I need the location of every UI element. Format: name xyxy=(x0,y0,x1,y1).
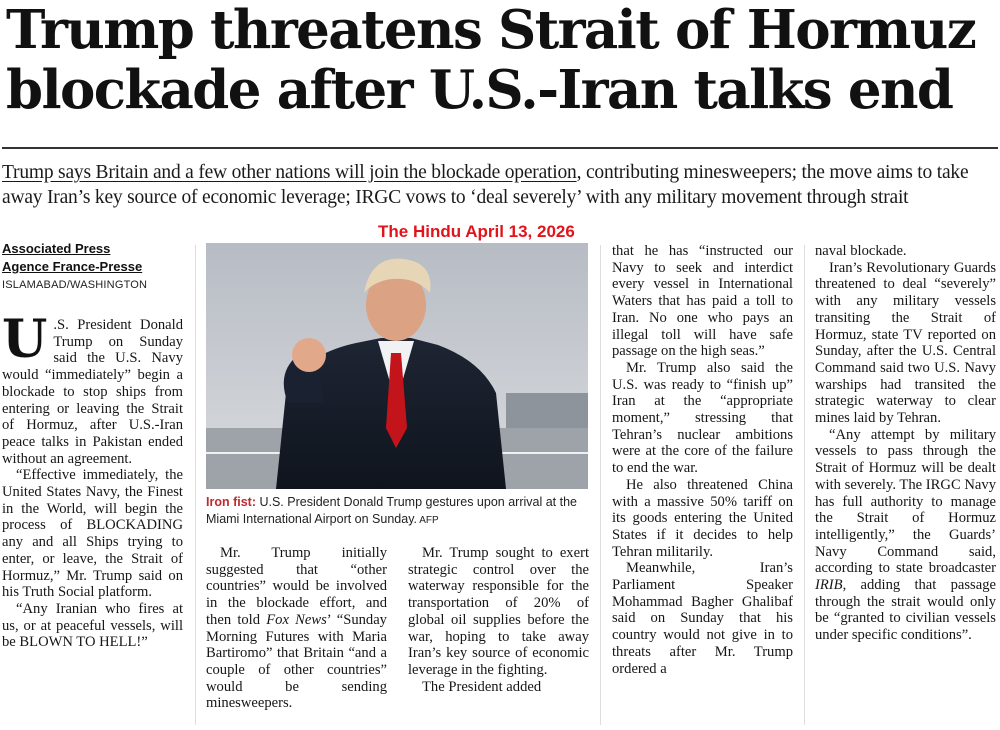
column-divider xyxy=(804,245,805,725)
headline xyxy=(6,0,996,120)
article-column-3 xyxy=(408,545,589,695)
column-divider xyxy=(195,245,196,725)
byline-agency-ap: Associated Press xyxy=(2,241,111,256)
paragraph: that he has “instructed our Navy to seek and interdict every vessel in International Waters that has paid a toll to Iran. No one who pays an illegal toll will have safe passage on the high seas.” xyxy=(612,243,793,360)
paragraph: U .S. President Donald Trump on Sunday said the U.S. Navy would “immediately” begin a blockade to stop ships from entering or leaving the Strait of Hormuz, after U.S.-Iran peace talks in Pakistan ended without an agreement. xyxy=(2,309,183,467)
photo-illustration xyxy=(206,243,588,489)
paragraph: The President added xyxy=(422,678,542,695)
subhead-rest: , contributing minesweepers; the move aims to take away Iran’s key source of economic leverage; IRGC vows to ‘deal severely’ with any military movement through strait xyxy=(2,162,969,208)
paragraph: He also threatened China with a massive 50% tariff on its goods entering the United States if it decides to help Tehran militarily. xyxy=(612,476,793,560)
italic-outlet-name: Fox News xyxy=(266,611,327,628)
paragraph: Mr. Trump sought to exert strategic control over the waterway responsible for the transportation of 20% of global oil supplies before the war, hoping to take away Iran’s key source of economic leverage in the fighting. xyxy=(408,545,589,678)
byline-agency-afp: Agence France-Presse xyxy=(2,259,143,274)
paragraph: Meanwhile, Iran’s Parliament Speaker Mohammad Bagher Ghalibaf said on Sunday that his country would not give in to threats after Mr. Trump ordered a xyxy=(612,560,793,677)
paragraph: “Any attempt by military vessels to pass through the Strait of Hormuz will be dealt with severely. The IRGC Navy has full authority to manage the Strait of Hormuz intelligently,” the Guards’ Navy Command said, according to state broadcaster IRIB, adding that passage through the strait would only be “granted to civilian vessels under specific conditions”. xyxy=(815,426,996,644)
dateline: ISLAMABAD/WASHINGTON xyxy=(2,279,148,291)
news-photo xyxy=(206,243,588,489)
paragraph: “Any Iranian who fires at us, or at peaceful vessels, will be BLOWN TO HELL!” xyxy=(2,600,183,651)
headline-line-1: Trump threatens Strait of Hormuz xyxy=(6,0,976,61)
column-divider xyxy=(600,245,601,725)
paragraph: Mr. Trump also said the U.S. was ready to “finish up” Iran at the “appropriate moment,” stressing that Tehran’s nuclear ambitions were at the core of the failure to end the war. xyxy=(612,359,793,477)
photo-credit: AFP xyxy=(417,515,439,526)
drop-cap: U xyxy=(2,309,48,370)
italic-broadcaster-name: IRIB xyxy=(815,577,843,594)
article-column-2 xyxy=(206,545,387,712)
headline-line-2: blockade after U.S.-Iran talks end xyxy=(6,59,953,121)
article-column-4 xyxy=(612,243,793,677)
paragraph: naval blockade. xyxy=(815,243,907,259)
caption-label: Iron fist: xyxy=(206,495,256,509)
byline xyxy=(2,240,192,293)
paragraph: Iran’s Revolutionary Guards threatened to deal “severely” with any military vessels transiting the Strait of Hormuz, state TV reported on Sunday, after the U.S. Central Command said two U.S. Navy warships had transited the strategic waterway to clear mines laid by Tehran. xyxy=(815,259,996,427)
article-column-5 xyxy=(815,243,996,644)
article-column-1 xyxy=(2,309,183,651)
headline-rule xyxy=(2,147,998,149)
caption-text: U.S. President Donald Trump gestures upon arrival at the Miami International Airport on Sunday. xyxy=(206,495,577,526)
subheadline xyxy=(2,160,996,210)
paragraph: Mr. Trump initially suggested that “other countries” would be involved in the blockade effort, and then told Fox News’ “Sunday Morning Futures with Maria Bartiromo” that Britain “and a couple of other countries” would be sending minesweepers. xyxy=(206,545,387,712)
subhead-lead: Trump says Britain and a few other nations will join the blockade operation xyxy=(2,162,577,183)
source-tag: The Hindu April 13, 2026 xyxy=(378,222,575,241)
paragraph: “Effective immediately, the United States Navy, the Finest in the World, will begin the process of BLOCKADING any and all Ships trying to enter, or leave, the Strait of Hormuz,” Mr. Trump said on his Truth Social platform. xyxy=(2,467,183,601)
photo-caption xyxy=(206,494,592,529)
